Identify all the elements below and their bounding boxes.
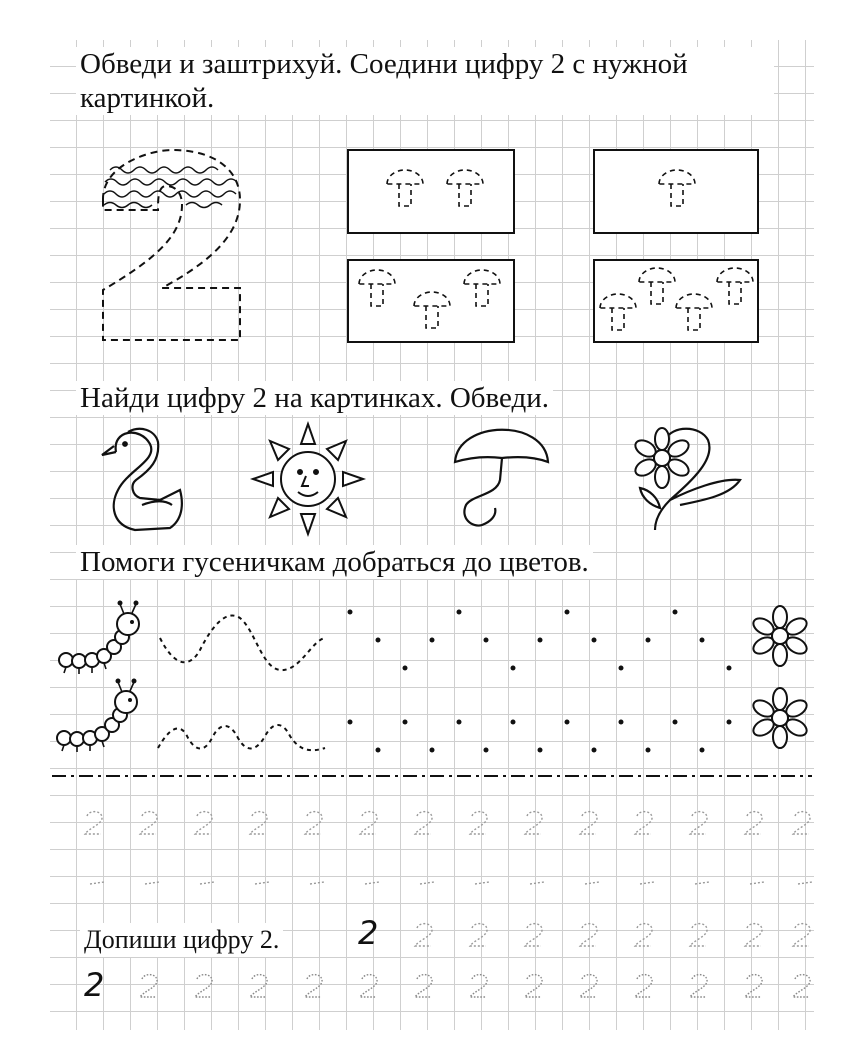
mushroom-box-three [348,260,514,342]
task-4-heading: Допиши цифру 2. [80,923,283,957]
trace-row-4 [140,975,810,997]
task-2-heading: Найди цифру 2 на картинках. Обведи. [76,381,553,415]
dot-path-bottom [348,720,732,753]
sample-digit-row4: 2 [84,966,105,1004]
path-zigzag-bottom [158,725,325,750]
mushroom-box-four [594,260,758,342]
flower-target-top [751,606,810,666]
mushroom-box-two [348,150,514,233]
dot-path-top [348,610,732,671]
caterpillar-bottom [57,679,137,753]
sun-icon [253,424,363,534]
flower-icon [633,428,740,530]
task-1-heading: Обведи и заштрихуй. Соедини цифру 2 с нужной картинкой. [76,47,774,115]
swan-icon [102,429,182,530]
big-dashed-two [103,150,240,340]
trace-row-1 [85,812,810,834]
sample-digit-row3: 2 [358,914,379,952]
umbrella-icon [455,430,548,526]
task-3-heading: Помоги гусеничкам добраться до цветов. [76,545,593,579]
trace-row-3 [415,924,810,946]
path-wavy-top [160,616,325,671]
flower-target-bottom [751,688,810,748]
caterpillar-top [59,601,139,675]
trace-row-2 [90,882,812,884]
mushroom-box-one [594,150,758,233]
